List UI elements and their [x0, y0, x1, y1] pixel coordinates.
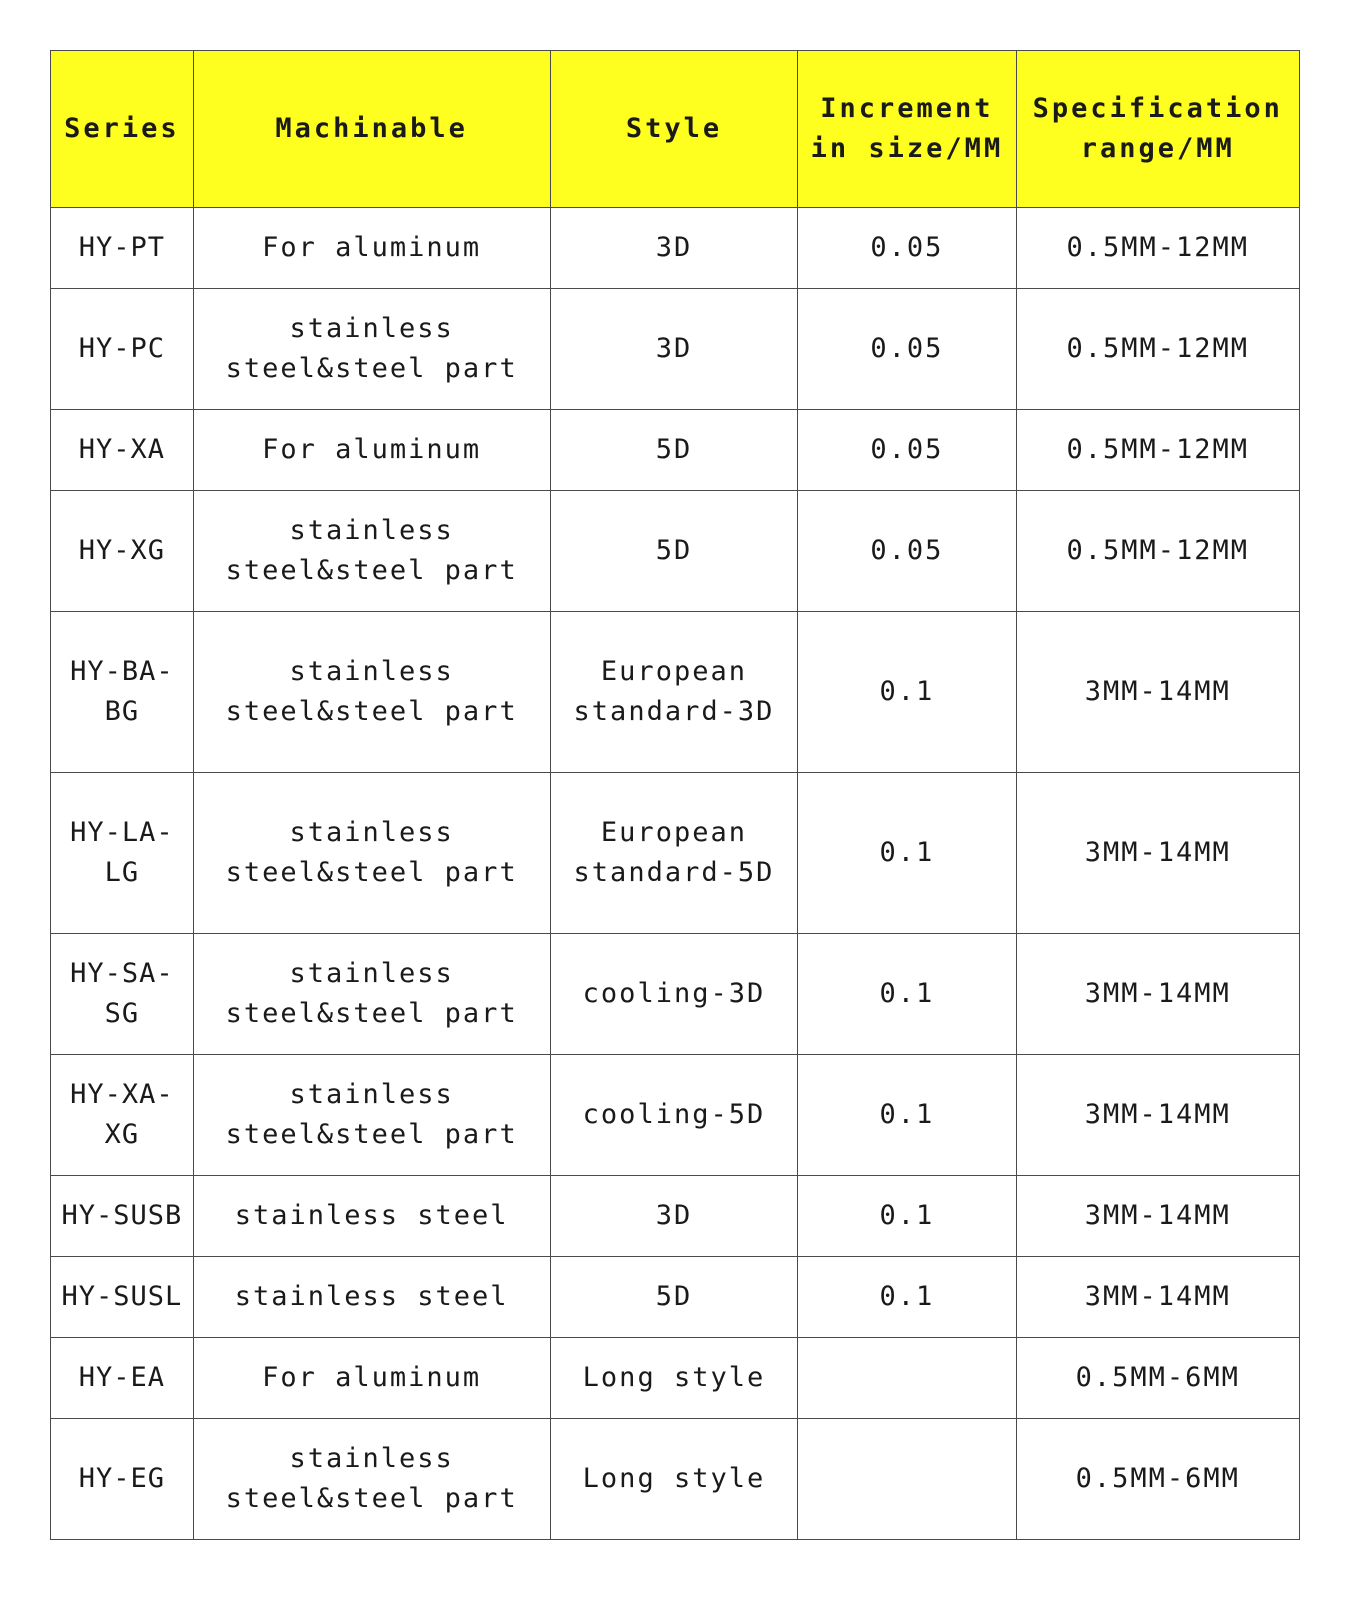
cell-style: 3D [550, 208, 798, 289]
cell-range: 3MM-14MM [1016, 773, 1299, 934]
cell-machinable: For aluminum [193, 410, 550, 491]
cell-increment: 0.1 [798, 773, 1016, 934]
header-row [51, 51, 1300, 208]
table-row [51, 208, 1300, 289]
header-series: Series [51, 51, 194, 208]
cell-range: 3MM-14MM [1016, 1055, 1299, 1176]
spec-table [50, 50, 1300, 1540]
table-row [51, 612, 1300, 773]
cell-series: HY-BA-BG [51, 612, 194, 773]
cell-machinable: stainless steel&steel part [193, 289, 550, 410]
cell-range: 3MM-14MM [1016, 612, 1299, 773]
cell-increment: 0.05 [798, 208, 1016, 289]
cell-range: 3MM-14MM [1016, 1176, 1299, 1257]
cell-machinable: stainless steel&steel part [193, 1419, 550, 1540]
cell-series: HY-EG [51, 1419, 194, 1540]
cell-increment: 0.1 [798, 1257, 1016, 1338]
cell-series: HY-PC [51, 289, 194, 410]
cell-series: HY-XG [51, 491, 194, 612]
cell-style: Long style [550, 1419, 798, 1540]
cell-range: 0.5MM-12MM [1016, 491, 1299, 612]
cell-range: 0.5MM-12MM [1016, 208, 1299, 289]
cell-series: HY-EA [51, 1338, 194, 1419]
header-machinable: Machinable [193, 51, 550, 208]
table-row [51, 1176, 1300, 1257]
cell-increment: 0.05 [798, 410, 1016, 491]
cell-style: 5D [550, 410, 798, 491]
cell-style: cooling-5D [550, 1055, 798, 1176]
cell-increment [798, 1419, 1016, 1540]
cell-machinable: For aluminum [193, 208, 550, 289]
cell-range: 0.5MM-6MM [1016, 1419, 1299, 1540]
cell-machinable: stainless steel&steel part [193, 934, 550, 1055]
cell-range: 3MM-14MM [1016, 1257, 1299, 1338]
header-spec-range: Specification range/MM [1016, 51, 1299, 208]
cell-increment: 0.1 [798, 934, 1016, 1055]
cell-series: HY-SUSL [51, 1257, 194, 1338]
table-row [51, 491, 1300, 612]
table-row [51, 1055, 1300, 1176]
cell-increment: 0.05 [798, 289, 1016, 410]
cell-increment: 0.1 [798, 612, 1016, 773]
cell-increment [798, 1338, 1016, 1419]
cell-range: 0.5MM-12MM [1016, 410, 1299, 491]
cell-series: HY-PT [51, 208, 194, 289]
header-style: Style [550, 51, 798, 208]
cell-style: 3D [550, 1176, 798, 1257]
cell-machinable: stainless steel&steel part [193, 773, 550, 934]
cell-series: HY-SUSB [51, 1176, 194, 1257]
table-row [51, 934, 1300, 1055]
cell-style: 5D [550, 1257, 798, 1338]
cell-machinable: stainless steel&steel part [193, 1055, 550, 1176]
cell-series: HY-LA-LG [51, 773, 194, 934]
cell-style: European standard-5D [550, 773, 798, 934]
table-row [51, 289, 1300, 410]
header-increment: Increment in size/MM [798, 51, 1016, 208]
table-row [51, 410, 1300, 491]
table-header [51, 51, 1300, 208]
table-body [51, 208, 1300, 1540]
table-row [51, 1257, 1300, 1338]
cell-range: 0.5MM-12MM [1016, 289, 1299, 410]
cell-series: HY-XA-XG [51, 1055, 194, 1176]
cell-machinable: stainless steel&steel part [193, 491, 550, 612]
cell-machinable: stainless steel&steel part [193, 612, 550, 773]
cell-series: HY-XA [51, 410, 194, 491]
cell-style: 3D [550, 289, 798, 410]
cell-style: cooling-3D [550, 934, 798, 1055]
cell-increment: 0.1 [798, 1176, 1016, 1257]
cell-style: European standard-3D [550, 612, 798, 773]
table-row [51, 1419, 1300, 1540]
table-row [51, 773, 1300, 934]
cell-increment: 0.05 [798, 491, 1016, 612]
cell-increment: 0.1 [798, 1055, 1016, 1176]
table-row [51, 1338, 1300, 1419]
cell-machinable: For aluminum [193, 1338, 550, 1419]
cell-range: 3MM-14MM [1016, 934, 1299, 1055]
cell-machinable: stainless steel [193, 1176, 550, 1257]
cell-series: HY-SA-SG [51, 934, 194, 1055]
cell-style: 5D [550, 491, 798, 612]
cell-machinable: stainless steel [193, 1257, 550, 1338]
cell-style: Long style [550, 1338, 798, 1419]
cell-range: 0.5MM-6MM [1016, 1338, 1299, 1419]
